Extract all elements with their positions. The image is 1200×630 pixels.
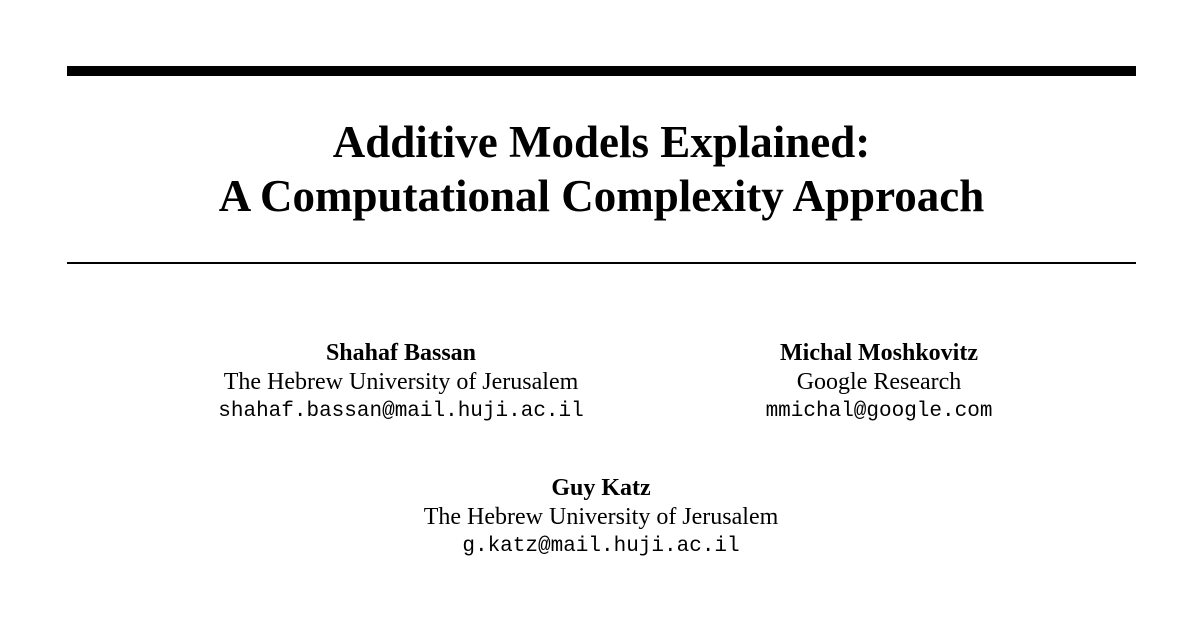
author-name: Shahaf Bassan	[325, 340, 477, 366]
author-name: Guy Katz	[551, 475, 651, 501]
author-affiliation: The Hebrew University of Jerusalem	[223, 369, 579, 395]
author-affiliation: Google Research	[796, 369, 962, 395]
author-affiliation: The Hebrew University of Jerusalem	[423, 504, 779, 530]
author-email: g.katz@mail.huji.ac.il	[462, 535, 740, 558]
author-block	[599, 339, 1159, 426]
author-name: Michal Moshkovitz	[780, 340, 978, 366]
title-line-2: A Computational Complexity Approach	[218, 171, 985, 221]
paper-title	[67, 115, 1136, 223]
author-email: mmichal@google.com	[765, 400, 993, 423]
title-bottom-rule	[67, 262, 1136, 264]
title-line-1: Additive Models Explained:	[332, 117, 871, 167]
title-top-rule	[67, 66, 1136, 76]
author-block	[321, 474, 881, 561]
author-email: shahaf.bassan@mail.huji.ac.il	[218, 400, 584, 423]
author-block	[121, 339, 681, 426]
